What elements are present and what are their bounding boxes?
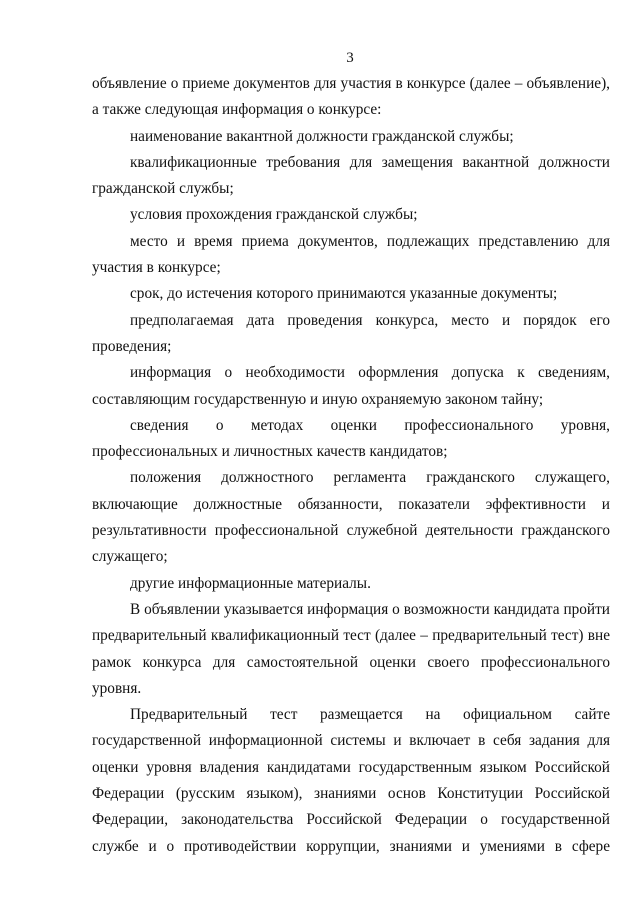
paragraph: объявление о приеме документов для участия в конкурсе (далее – объявление), а также следующая информация о конкурсе:	[92, 75, 610, 119]
list-item: место и время приема документов, подлежащих представлению для участия в конкурсе;	[92, 232, 610, 277]
paragraph: В объявлении указывается информация о возможности кандидата пройти предварительный квалификационный тест (далее – предварительный тест) вне рамок конкурса для самостоятельной оценки своего профессионального уровня.	[92, 600, 610, 697]
list-item: наименование вакантной должности гражданской службы;	[130, 127, 514, 145]
document-body	[92, 71, 610, 860]
list-item: предполагаемая дата проведения конкурса, место и порядок его проведения;	[92, 311, 610, 355]
list-item: квалификационные требования для замещения вакантной должности гражданской службы;	[92, 153, 610, 198]
list-item: положения должностного регламента гражданского служащего, включающие должностные обязанности, показатели эффективности и результативности профессиональной служебной деятельности гражданского служащего;	[92, 469, 610, 566]
page-number: 3	[346, 50, 354, 66]
list-item: условия прохождения гражданской службы;	[130, 206, 418, 224]
list-item: срок, до истечения которого принимаются указанные документы;	[130, 285, 558, 303]
list-item: сведения о методах оценки профессионального уровня, профессиональных и личностных качеств кандидатов;	[92, 416, 610, 461]
paragraph: Предварительный тест размещается на официальном сайте государственной информационной системы и включает в себя задания для оценки уровня владения кандидатами государственным языком Российской Федерации (русским языком), знаниями основ Конституции Российской Федерации, законодательства Российской Федерации о государственной службе и о противодействии коррупции, знаниями и умениями в сфере	[92, 706, 610, 855]
list-item: информация о необходимости оформления допуска к сведениям, составляющим государственную и иную охраняемую законом тайну;	[92, 364, 610, 408]
list-item: другие информационные материалы.	[130, 574, 371, 592]
